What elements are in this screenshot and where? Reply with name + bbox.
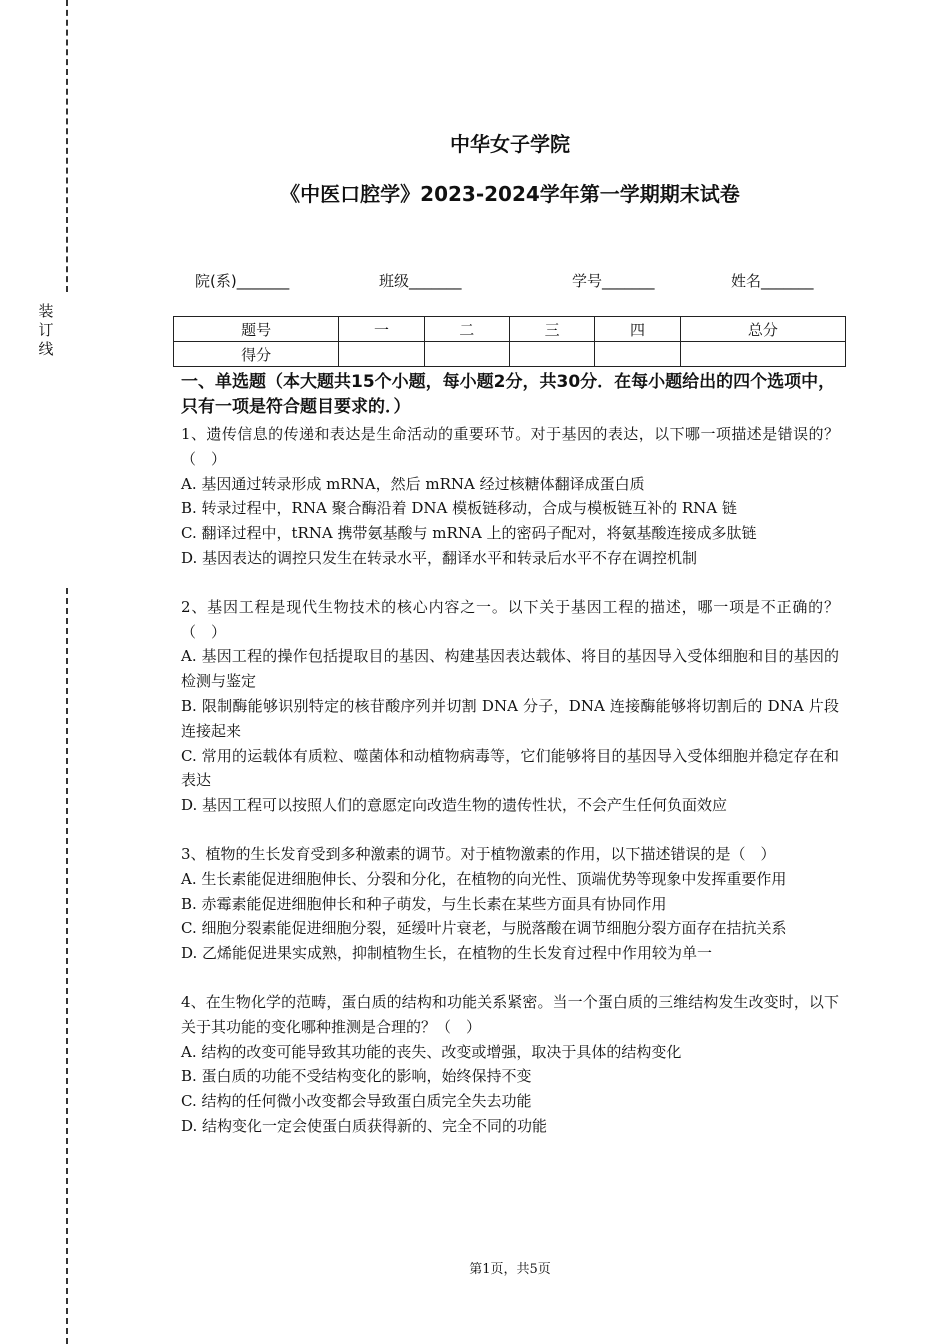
score-cell[interactable] <box>424 342 509 367</box>
score-header-cell: 四 <box>595 317 680 342</box>
option-d: D. 基因表达的调控只发生在转录水平，翻译水平和转录后水平不存在调控机制 <box>181 548 698 567</box>
option-d: D. 基因工程可以按照人们的意愿定向改造生物的遗传性状，不会产生任何负面效应 <box>181 796 728 815</box>
option-b: B. 转录过程中，RNA 聚合酶沿着 DNA 模板链移动，合成与模板链互补的 RNA 链 <box>181 499 737 518</box>
option-c: C. 常用的运载体有质粒、噬菌体和动植物病毒等，它们能够将目的基因导入受体细胞并稳定存在和表达 <box>181 746 839 790</box>
score-cell[interactable] <box>339 342 424 367</box>
option-a: A. 基因通过转录形成 mRNA，然后 mRNA 经过核糖体翻译成蛋白质 <box>181 474 645 493</box>
question-stem: 2、基因工程是现代生物技术的核心内容之一。以下关于基因工程的描述，哪一项是不正确的？（ ） <box>181 597 839 641</box>
option-b: B. 蛋白质的功能不受结构变化的影响，始终保持不变 <box>181 1067 532 1086</box>
score-header-cell: 一 <box>339 317 424 342</box>
page-footer: 第1页，共5页 <box>469 1262 551 1277</box>
question-stem: 3、植物的生长发育受到多种激素的调节。对于植物激素的作用，以下描述错误的是（ ） <box>181 844 776 863</box>
option-c: C. 细胞分裂素能促进细胞分裂，延缓叶片衰老，与脱落酸在调节细胞分裂方面存在拮抗关系 <box>181 919 787 938</box>
school-name: 中华女子学院 <box>450 132 570 156</box>
score-header-cell: 三 <box>509 317 594 342</box>
score-header-cell: 二 <box>424 317 509 342</box>
section-heading: 一、单选题（本大题共15个小题，每小题2分，共30分．在每小题给出的四个选项中，只有一项是符合题目要求的．） <box>181 372 836 417</box>
option-b: B. 赤霉素能促进细胞伸长和种子萌发，与生长素在某些方面具有协同作用 <box>181 894 667 913</box>
option-b: B. 限制酶能够识别特定的核苷酸序列并切割 DNA 分子，DNA 连接酶能够将切割后的 DNA 片段连接起来 <box>181 696 839 740</box>
option-d: D. 乙烯能促进果实成熟，抑制植物生长，在植物的生长发育过程中作用较为单一 <box>181 944 713 963</box>
score-cell[interactable] <box>680 342 845 367</box>
option-c: C. 结构的任何微小改变都会导致蛋白质完全失去功能 <box>181 1092 532 1111</box>
option-a: A. 生长素能促进细胞伸长、分裂和分化，在植物的向光性、顶端优势等现象中发挥重要作用 <box>181 869 787 888</box>
option-c: C. 翻译过程中，tRNA 携带氨基酸与 mRNA 上的密码子配对，将氨基酸连接成多肽链 <box>181 524 757 543</box>
info-department[interactable]: 院(系)_______ <box>195 272 290 290</box>
question-stem: 1、遗传信息的传递和表达是生命活动的重要环节。对于基因的表达，以下哪一项描述是错误的？（ ） <box>181 425 839 468</box>
score-cell[interactable] <box>509 342 594 367</box>
question-stem: 4、在生物化学的范畴，蛋白质的结构和功能关系紧密。当一个蛋白质的三维结构发生改变时，以下关于其功能的变化哪种推测是合理的？（ ） <box>181 992 839 1036</box>
exam-title: 《中医口腔学》2023-2024学年第一学期期末试卷 <box>280 182 740 206</box>
option-a: A. 结构的改变可能导致其功能的丧失、改变或增强，取决于具体的结构变化 <box>181 1042 682 1061</box>
question-3 <box>181 842 839 966</box>
student-info-row <box>0 270 950 292</box>
score-table-header-row <box>174 317 846 342</box>
score-cell[interactable] <box>595 342 680 367</box>
score-table-score-row <box>174 342 846 367</box>
question-4 <box>181 990 839 1139</box>
question-2 <box>181 595 839 818</box>
option-a: A. 基因工程的操作包括提取目的基因、构建基因表达载体、将目的基因导入受体细胞和目的基因的检测与鉴定 <box>181 647 839 691</box>
score-row-label: 得分 <box>174 342 339 367</box>
info-class[interactable]: 班级_______ <box>379 272 462 290</box>
binding-label: 装订线 <box>38 302 54 358</box>
score-header-cell: 总分 <box>680 317 845 342</box>
info-name[interactable]: 姓名_______ <box>731 272 814 290</box>
exam-content <box>181 370 839 1163</box>
binding-dashed-line-bottom <box>66 588 68 1344</box>
score-table <box>173 316 846 367</box>
score-header-cell: 题号 <box>174 317 339 342</box>
info-student-id[interactable]: 学号_______ <box>572 272 655 290</box>
option-d: D. 结构变化一定会使蛋白质获得新的、完全不同的功能 <box>181 1116 548 1135</box>
question-1 <box>181 422 839 571</box>
